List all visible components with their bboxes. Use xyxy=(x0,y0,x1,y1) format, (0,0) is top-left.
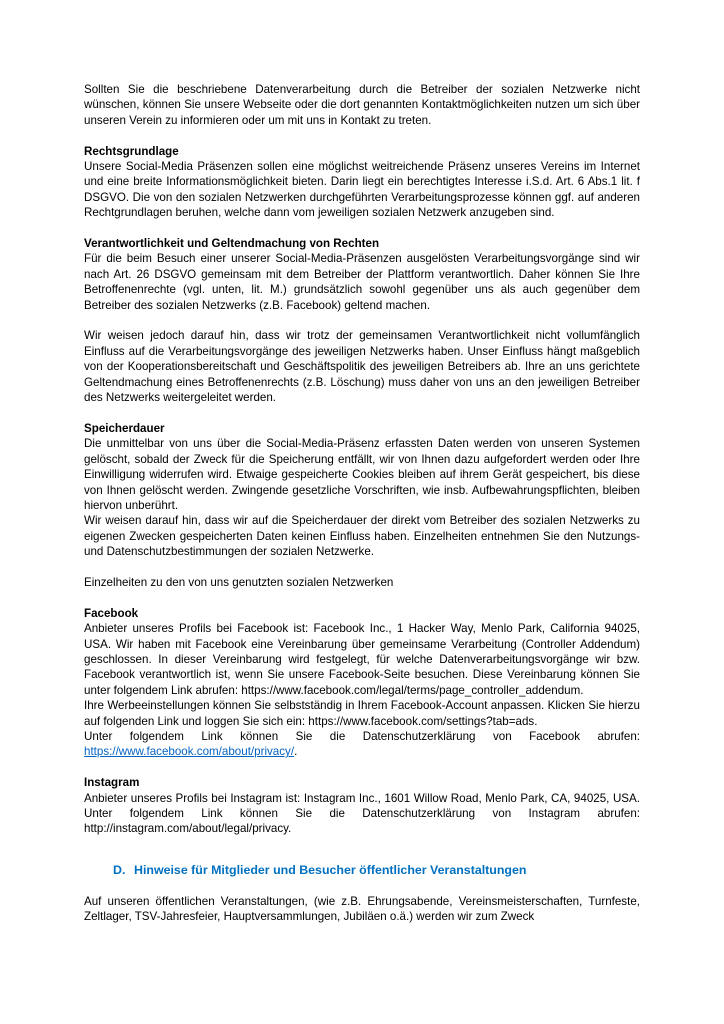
facebook-privacy-period: . xyxy=(294,745,298,759)
paragraph-verantwortlichkeit-1: Für die beim Besuch einer unserer Social-Media-Präsenzen ausgelösten Verarbeitungsvorgänge sind wir nach Art. 26 DSGVO gemeinsam mit dem Betreiber der Plattform verantwortlich. Daher können Sie Ihre Betroffenenrechte (vgl. unten, lit. M.) grundsätzlich sowohl gegenüber uns als auch gegenüber dem Betreiber des sozialen Netzwerks (z.B. Facebook) geltend machen. xyxy=(84,252,640,312)
heading-speicherdauer: Speicherdauer xyxy=(84,421,165,435)
facebook-privacy-text: Unter folgendem Link können Sie die Datenschutzerklärung von Facebook abrufen: xyxy=(84,729,640,743)
paragraph-facebook-1: Anbieter unseres Profils bei Facebook ist: Facebook Inc., 1 Hacker Way, Menlo Park, California 94025, USA. Wir haben mit Facebook eine Vereinbarung über gemeinsame Verarbeitung (Controller Addendum) geschlossen. In dieser Vereinbarung wird festgelegt, für welche Datenverarbeitungsvorgänge wir bzw. Facebook verantwortlich ist, wenn Sie unsere Facebook-Seite besuchen. Diese Vereinbarung können Sie unter folgendem Link abrufen: https://www.facebook.com/legal/terms/page_controller_addendum. xyxy=(84,622,640,697)
paragraph-intro: Sollten Sie die beschriebene Datenverarbeitung durch die Betreiber der sozialen Netzwerke nicht wünschen, können Sie unsere Webseite oder die dort genannten Kontaktmöglichkeiten nutzen um sich über unseren Verein zu informieren oder um mit uns in Kontakt zu treten. xyxy=(84,83,640,127)
paragraph-speicherdauer-2: Wir weisen darauf hin, dass wir auf die Speicherdauer der direkt vom Betreiber des sozialen Netzwerks zu eigenen Zwecken gespeicherten Daten keinen Einfluss haben. Einzelheiten entnehmen Sie den Nutzungs- und Datenschutzbestimmungen der sozialen Netzwerke. xyxy=(84,514,640,559)
paragraph-rechtsgrundlage: Unsere Social-Media Präsenzen sollen eine möglichst weitreichende Präsenz unseres Vereins im Internet und eine breite Informationsmöglichkeit bieten. Darin liegt ein berechtigtes Interesse i.S.d. Art. 6 Abs.1 lit. f DSGVO. Die von den sozialen Netzwerken durchgeführten Verarbeitungsprozesse können ggf. auf anderen Rechtgrundlagen beruhen, welche dann vom jeweiligen sozialen Netzwerk anzugeben sind. xyxy=(84,160,640,220)
section-d-letter: D. xyxy=(113,862,126,877)
paragraph-facebook-2: Ihre Werbeeinstellungen können Sie selbstständig in Ihrem Facebook-Account anpassen. Klicken Sie hierzu auf folgenden Link und loggen Sie sich ein: https://www.facebook.com/settings?tab=ads. xyxy=(84,699,640,728)
paragraph-einzelheiten: Einzelheiten zu den von uns genutzten sozialen Netzwerken xyxy=(84,575,394,589)
paragraph-instagram: Anbieter unseres Profils bei Instagram ist: Instagram Inc., 1601 Willow Road, Menlo Park, CA, 94025, USA. Unter folgendem Link können Sie die Datenschutzerklärung von Instagram abrufen: http://instagram.com/about/legal/privacy. xyxy=(84,791,640,836)
paragraph-speicherdauer-1: Die unmittelbar von uns über die Social-Media-Präsenz erfassten Daten werden von unseren Systemen gelöscht, sobald der Zweck für die Speicherung entfällt, wir von Ihnen dazu aufgefordert werden oder Ihre Einwilligung widerrufen wird. Etwaige gespeicherte Cookies bleiben auf ihrem Gerät gespeichert, bis diese von Ihnen gelöscht werden. Zwingende gesetzliche Vorschriften, wie insb. Aufbewahrungspflichten, bleiben hiervon unberührt. xyxy=(84,437,640,512)
facebook-privacy-link[interactable]: https://www.facebook.com/about/privacy/ xyxy=(84,745,295,759)
heading-rechtsgrundlage: Rechtsgrundlage xyxy=(84,144,179,158)
heading-facebook: Facebook xyxy=(84,606,139,620)
heading-section-d xyxy=(84,863,640,878)
heading-verantwortlichkeit: Verantwortlichkeit und Geltendmachung von Rechten xyxy=(84,237,380,251)
paragraph-outro: Auf unseren öffentlichen Veranstaltungen, (wie z.B. Ehrungsabende, Vereinsmeisterschaften, Turnfeste, Zeltlager, TSV-Jahresfeier, Hauptversammlungen, Jubiläen o.ä.) werden wir zum Zweck xyxy=(84,894,640,923)
section-d-title: Hinweise für Mitglieder und Besucher öffentlicher Veranstaltungen xyxy=(134,862,527,877)
heading-instagram: Instagram xyxy=(84,776,140,790)
paragraph-facebook-3 xyxy=(84,729,640,760)
paragraph-verantwortlichkeit-2: Wir weisen jedoch darauf hin, dass wir trotz der gemeinsamen Verantwortlichkeit nicht vollumfänglich Einfluss auf die Verarbeitungsvorgänge des jeweiligen Netzwerks haben. Unser Einfluss hängt maßgeblich von der Kooperationsbereitschaft und Geschäftspolitik des jeweiligen Betreibers ab. Ihre an uns gerichtete Geltendmachung eines Betroffenenrechts (z.B. Löschung) muss daher von uns an den jeweiligen Betreiber des Netzwerks weitergeleitet werden. xyxy=(84,329,640,405)
